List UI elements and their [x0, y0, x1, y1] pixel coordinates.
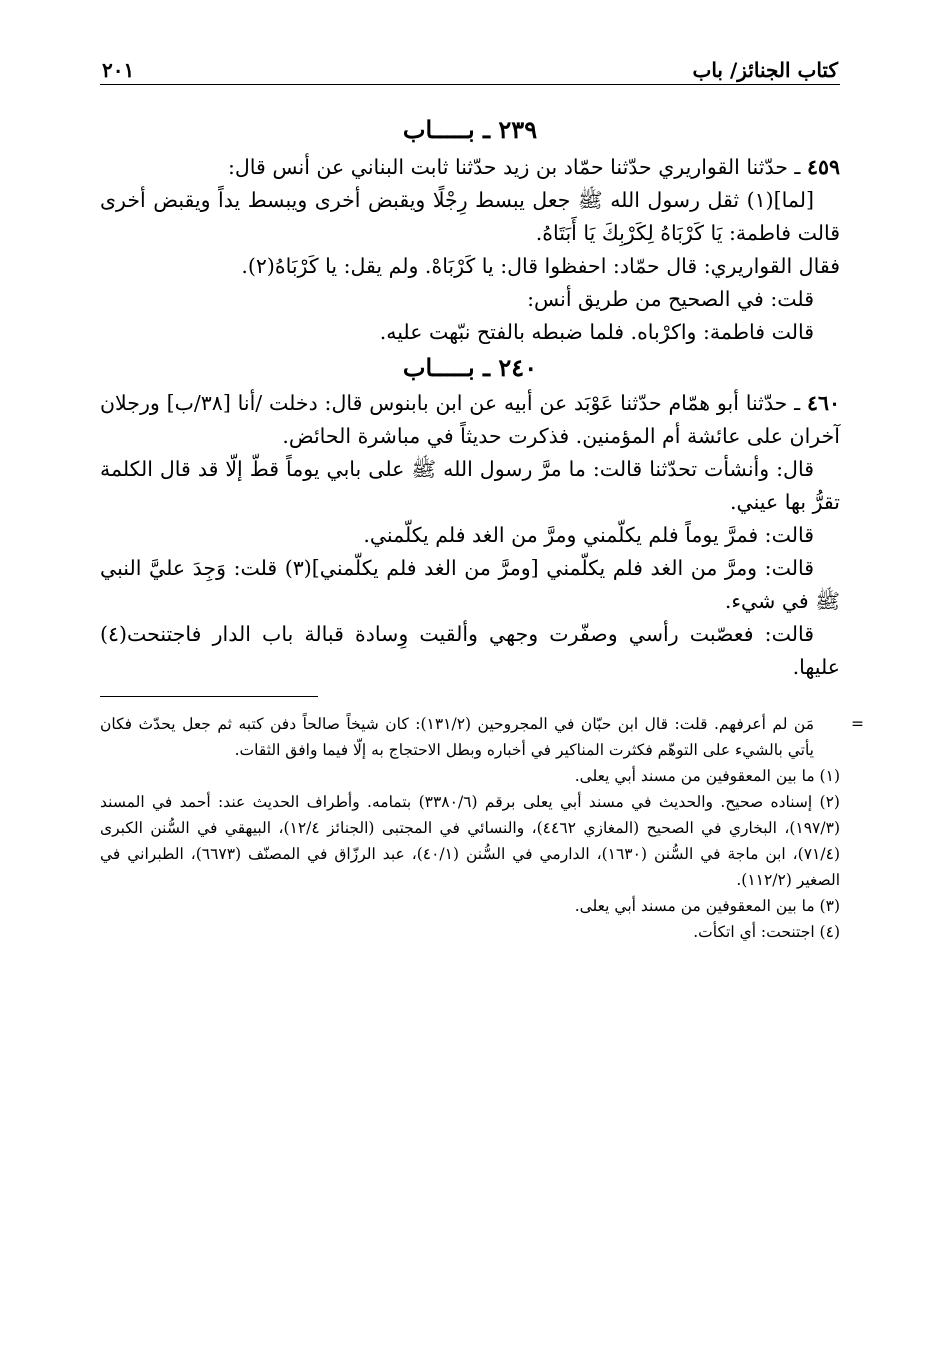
footnotes: [100, 711, 864, 945]
hadith-number: ٤٥٩: [806, 155, 840, 179]
footnote-1: (١) ما بين المعقوفين من مسند أبي يعلى.: [574, 767, 840, 785]
hadith-paragraph: فقال القواريري: قال حمّاد: احفظوا قال: يا كَرْبَاهْ. ولم يقل: يا كَرْبَاهُ(٢).: [241, 254, 840, 278]
footnote-continuation: [100, 711, 864, 763]
running-title: كتاب الجنائز/ باب: [692, 58, 838, 82]
hadith-opening: [100, 151, 840, 184]
hadith-paragraph: قالت: فعصّبت رأسي وصفّرت وجهي وألقيت وِسادة قبالة باب الدار فاجتنحت(٤) عليها.: [100, 622, 840, 679]
hadith-paragraph: قالت: ومرَّ من الغد فلم يكلّمني [ومرَّ من الغد فلم يكلّمني](٣) قلت: وَجِدَ عليَّ النبي ﷺ في شيء.: [100, 556, 840, 613]
chapter-heading: ٢٤٠ ـ بـــــاب: [402, 353, 538, 382]
page-header: [100, 52, 840, 85]
hadith-paragraph: قلت: في الصحيح من طريق أنس:: [527, 287, 814, 311]
footnote-3: (٣) ما بين المعقوفين من مسند أبي يعلى.: [574, 897, 840, 915]
hadith-number: ٤٦٠: [806, 391, 840, 415]
book-page: [100, 52, 864, 945]
footnote-2: (٢) إسناده صحيح. والحديث في مسند أبي يعلى برقم (٣٣٨٠/٦) بتمامه. وأطراف الحديث عند: أحمد في المسند (١٩٧/٣)، البخاري في الصحيح (المغازي ٤٤٦٢)، والنسائي في المجتبى (الجنائز ١٢/٤)، البيهقي في السُّنن الكبرى (٧١/٤)، ابن ماجة في السُّنن (١٦٣٠)، الدارمي في السُّنن (٤٠/١)، عبد الرزّاق في المصنّف (٦٦٧٣)، الطبراني في الصغير (١١٢/٢).: [100, 793, 840, 889]
chapter-heading: ٢٣٩ ـ بـــــاب: [402, 115, 538, 144]
hadith-opening: [100, 387, 840, 453]
page-number: ٢٠١: [102, 58, 135, 82]
hadith-460: [100, 387, 840, 684]
footnote-continuation-text: مَن لم أعرفهم. قلت: قال ابن حبّان في المجروحين (١٣١/٢): كان شيخاً صالحاً دفن كتبه ثم جعل يحدّث فكان يأتي بالشيء على التوهّم فكثرت المناكير في أخباره وبطل الاحتجاج به إلّا فيما وافق الثقات.: [100, 715, 815, 759]
continuation-mark: =: [851, 715, 864, 733]
hadith-paragraph: قالت: فمرَّ يوماً فلم يكلّمني ومرَّ من الغد فلم يكلّمني.: [363, 523, 814, 547]
hadith-paragraph: قال: وأنشأت تحدّثنا قالت: ما مرَّ رسول الله ﷺ على بابي يوماً قطّ إلّا قد قال الكلمة تقرُّ بها عيني.: [100, 457, 840, 514]
footnote-separator: [100, 696, 318, 697]
hadith-459: [100, 151, 840, 349]
footnote-4: (٤) اجتنحت: أي اتكأت.: [693, 923, 840, 941]
hadith-isnad: ـ حدّثنا أبو همّام حدّثنا عَوْبَد عن أبيه عن ابن بابنوس قال: دخلت /أنا [٣٨/ب] ورجلان آخران على عائشة أم المؤمنين. فذكرت حديثاً في مباشرة الحائض.: [100, 391, 840, 448]
hadith-paragraph: [لما](١) ثقل رسول الله ﷺ جعل يبسط رِجْلًا ويقبض أخرى ويبسط يداً ويقبض أخرى قالت فاطمة: يَا كَرْبَاهُ لِكَرْبِكَ يَا أَبَتَاهُ.: [100, 188, 840, 245]
hadith-isnad: ـ حدّثنا القواريري حدّثنا حمّاد بن زيد حدّثنا ثابت البناني عن أنس قال:: [228, 155, 801, 179]
hadith-paragraph: قالت فاطمة: واكرْباه. فلما ضبطه بالفتح نبّهت عليه.: [379, 320, 814, 344]
